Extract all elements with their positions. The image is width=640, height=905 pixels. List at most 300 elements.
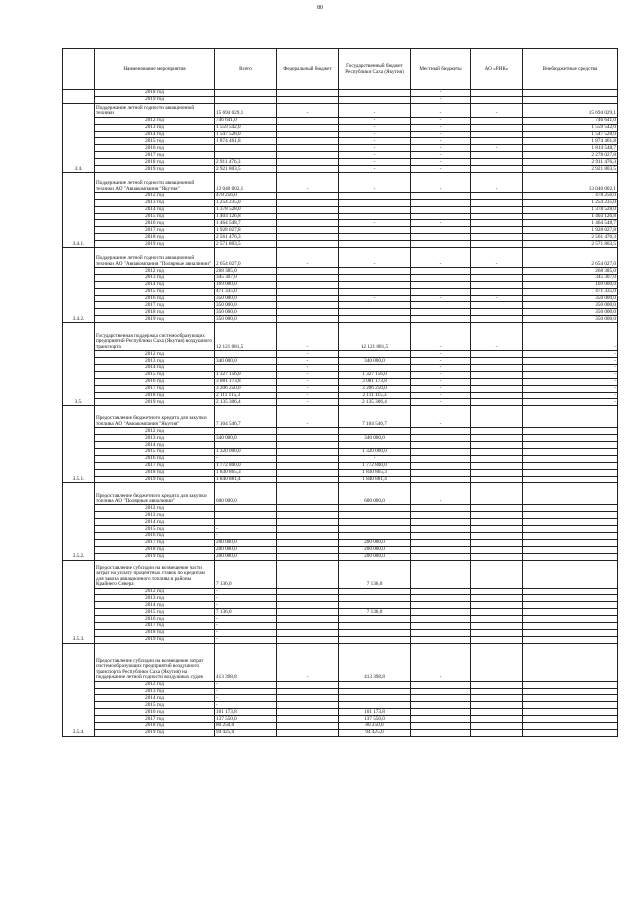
table-row — [63, 268, 618, 275]
year-label: 2019 год — [95, 729, 215, 736]
table-row — [63, 476, 618, 483]
cell-federal — [277, 152, 339, 159]
cell-local: - — [411, 90, 471, 97]
cell-extrabudget — [523, 643, 618, 681]
cell-extrabudget: 471 335,0 — [523, 288, 618, 295]
cell-total — [215, 90, 277, 97]
year-label: 2017 год — [95, 716, 215, 723]
group-title-row — [63, 248, 618, 268]
cell-local: - — [411, 103, 471, 117]
cell-extrabudget: 1 874 461,8 — [523, 138, 618, 145]
year-label: 2018 год — [95, 392, 215, 399]
year-label: 2016 год — [95, 220, 215, 227]
cell-extrabudget: - — [523, 323, 618, 351]
cell-total: 3 206 250,0 — [215, 385, 277, 392]
table-row — [63, 378, 618, 385]
cell-rik — [471, 385, 523, 392]
group-title-row — [63, 406, 618, 428]
year-label: 2013 год — [95, 688, 215, 695]
cell-rik — [471, 702, 523, 709]
cell-federal — [277, 688, 339, 695]
cell-local — [411, 505, 471, 512]
cell-total: 13 040 002,1 — [215, 172, 277, 192]
table-row — [63, 512, 618, 519]
cell-local: - — [411, 364, 471, 371]
table-row — [63, 90, 618, 97]
cell-local — [411, 274, 471, 281]
year-label: 2018 год — [95, 90, 215, 97]
cell-total: 94 425,0 — [215, 729, 277, 736]
header-cell-federal: Федеральный бюджет — [277, 49, 339, 90]
cell-local — [411, 553, 471, 560]
header-cell-total: Всего — [215, 49, 277, 90]
cell-local — [411, 695, 471, 702]
cell-republic: 200 000,0 — [339, 546, 411, 553]
cell-republic: 7 104 546,7 — [339, 406, 411, 428]
cell-republic: - — [339, 295, 411, 302]
cell-rik — [471, 206, 523, 213]
cell-local — [411, 428, 471, 435]
year-label: 2013 год — [95, 435, 215, 442]
table-row — [63, 688, 618, 695]
cell-republic — [339, 602, 411, 609]
cell-extrabudget: 268 385,0 — [523, 268, 618, 275]
table-row — [63, 241, 618, 248]
cell-federal — [277, 622, 339, 629]
cell-total: - — [215, 595, 277, 602]
cell-rik — [471, 532, 523, 539]
cell-republic: 2 135 306,4 — [339, 399, 411, 406]
cell-local — [411, 588, 471, 595]
year-label: 2012 год — [95, 588, 215, 595]
year-label: 2016 год — [95, 378, 215, 385]
cell-republic: - — [339, 220, 411, 227]
cell-extrabudget — [523, 448, 618, 455]
cell-total: 350 000,0 — [215, 316, 277, 323]
table-row — [63, 159, 618, 166]
year-label: 2014 год — [95, 281, 215, 288]
group-code: 3.4. — [63, 103, 95, 172]
year-label: 2017 год — [95, 385, 215, 392]
cell-total: 1 403 126,8 — [215, 213, 277, 220]
cell-republic: - — [339, 455, 411, 462]
cell-republic: - — [339, 138, 411, 145]
cell-rik — [471, 643, 523, 681]
budget-table — [62, 48, 618, 737]
cell-federal — [277, 716, 339, 723]
cell-extrabudget — [523, 435, 618, 442]
year-label: 2018 год — [95, 234, 215, 241]
cell-local — [411, 476, 471, 483]
table-row — [63, 546, 618, 553]
cell-local — [411, 206, 471, 213]
cell-federal — [277, 295, 339, 302]
table-row — [63, 702, 618, 709]
table-row — [63, 351, 618, 358]
cell-local: - — [411, 378, 471, 385]
cell-local: - — [411, 323, 471, 351]
cell-rik — [471, 526, 523, 533]
cell-rik — [471, 288, 523, 295]
year-label: 2012 год — [95, 351, 215, 358]
cell-total: 1 559 542,0 — [215, 124, 277, 131]
cell-extrabudget: 2 278 027,8 — [523, 152, 618, 159]
cell-republic — [339, 90, 411, 97]
cell-local — [411, 302, 471, 309]
table-header-row — [63, 49, 618, 90]
cell-federal — [277, 702, 339, 709]
cell-extrabudget — [523, 729, 618, 736]
cell-total — [215, 145, 277, 152]
page-number: 80 — [317, 5, 323, 11]
cell-rik — [471, 560, 523, 588]
cell-total: 1 830 865,3 — [215, 469, 277, 476]
cell-republic — [339, 681, 411, 688]
cell-extrabudget — [523, 442, 618, 449]
cell-total: - — [215, 688, 277, 695]
cell-local — [411, 723, 471, 730]
cell-total: 2 654 027,0 — [215, 248, 277, 268]
cell-federal — [277, 309, 339, 316]
table-row — [63, 595, 618, 602]
cell-rik — [471, 281, 523, 288]
cell-republic: 12 121 081,5 — [339, 323, 411, 351]
group-title-row — [63, 560, 618, 588]
cell-extrabudget — [523, 532, 618, 539]
cell-federal — [277, 546, 339, 553]
cell-local — [411, 455, 471, 462]
cell-local: - — [411, 385, 471, 392]
cell-republic: - — [339, 248, 411, 268]
group-code: 3.5. — [63, 323, 95, 406]
cell-rik — [471, 435, 523, 442]
cell-republic: - — [339, 152, 411, 159]
table-row — [63, 539, 618, 546]
group-title-row — [63, 643, 618, 681]
cell-rik — [471, 505, 523, 512]
cell-extrabudget: 169 000,0 — [523, 281, 618, 288]
cell-republic — [339, 213, 411, 220]
table-row — [63, 729, 618, 736]
table-row — [63, 138, 618, 145]
cell-extrabudget — [523, 595, 618, 602]
group-title: Поддержание летной годности авиационной техники — [95, 103, 215, 117]
cell-rik — [471, 131, 523, 138]
table-row — [63, 96, 618, 103]
cell-extrabudget — [523, 688, 618, 695]
cell-total: 7 104 546,7 — [215, 406, 277, 428]
cell-federal — [277, 483, 339, 505]
cell-federal — [277, 442, 339, 449]
cell-local — [411, 609, 471, 616]
cell-republic: 80 250,0 — [339, 723, 411, 730]
cell-federal — [277, 145, 339, 152]
cell-extrabudget: 1 547 528,0 — [523, 131, 618, 138]
year-label: 2012 год — [95, 505, 215, 512]
cell-extrabudget: 350 000,0 — [523, 309, 618, 316]
cell-rik — [471, 364, 523, 371]
cell-rik — [471, 213, 523, 220]
cell-local — [411, 716, 471, 723]
cell-total: 478 256,0 — [215, 192, 277, 199]
cell-total — [215, 364, 277, 371]
cell-total — [215, 351, 277, 358]
cell-extrabudget — [523, 553, 618, 560]
cell-federal — [277, 138, 339, 145]
cell-extrabudget: 2 654 027,0 — [523, 248, 618, 268]
cell-extrabudget: - — [523, 378, 618, 385]
cell-total: 1 547 528,0 — [215, 131, 277, 138]
cell-rik — [471, 616, 523, 623]
cell-republic — [339, 512, 411, 519]
cell-extrabudget: - — [523, 392, 618, 399]
cell-extrabudget — [523, 709, 618, 716]
cell-rik — [471, 302, 523, 309]
cell-republic — [339, 302, 411, 309]
cell-extrabudget — [523, 629, 618, 636]
year-label: 2018 год — [95, 309, 215, 316]
table-row — [63, 166, 618, 173]
cell-rik — [471, 227, 523, 234]
cell-federal — [277, 448, 339, 455]
table-row — [63, 602, 618, 609]
cell-local — [411, 199, 471, 206]
table-row — [63, 622, 618, 629]
cell-republic: - — [339, 131, 411, 138]
cell-extrabudget — [523, 588, 618, 595]
year-label: 2012 год — [95, 192, 215, 199]
cell-local — [411, 268, 471, 275]
cell-rik: - — [471, 323, 523, 351]
header-cell-rik: АО «РИК» — [471, 49, 523, 90]
table-row — [63, 295, 618, 302]
cell-total: - — [215, 695, 277, 702]
cell-local — [411, 288, 471, 295]
cell-local — [411, 622, 471, 629]
cell-federal — [277, 560, 339, 588]
cell-republic — [339, 309, 411, 316]
cell-republic: 1 327 156,0 — [339, 371, 411, 378]
cell-local — [411, 702, 471, 709]
cell-local: - — [411, 152, 471, 159]
cell-extrabudget: 345 307,0 — [523, 274, 618, 281]
cell-republic — [339, 364, 411, 371]
cell-total: - — [215, 588, 277, 595]
cell-extrabudget: 13 040 002,1 — [523, 172, 618, 192]
cell-federal — [277, 636, 339, 643]
cell-federal: - — [277, 406, 339, 428]
table-row — [63, 371, 618, 378]
year-label: 2014 год — [95, 519, 215, 526]
year-label: 2015 год — [95, 288, 215, 295]
cell-republic: 7 136,0 — [339, 560, 411, 588]
cell-total: 1 772 800,0 — [215, 462, 277, 469]
table-row — [63, 192, 618, 199]
table-row — [63, 609, 618, 616]
cell-republic — [339, 688, 411, 695]
cell-republic — [339, 227, 411, 234]
cell-federal: - — [277, 364, 339, 371]
cell-federal — [277, 519, 339, 526]
cell-federal — [277, 274, 339, 281]
cell-local — [411, 602, 471, 609]
cell-federal — [277, 281, 339, 288]
table-row — [63, 505, 618, 512]
cell-total: 350 000,0 — [215, 295, 277, 302]
cell-republic — [339, 526, 411, 533]
year-label: 2019 год — [95, 316, 215, 323]
cell-local — [411, 729, 471, 736]
table-row — [63, 681, 618, 688]
cell-total: 746 641,0 — [215, 117, 277, 124]
cell-total: - — [215, 681, 277, 688]
cell-extrabudget: 1 378 528,0 — [523, 206, 618, 213]
table-row — [63, 532, 618, 539]
cell-rik — [471, 539, 523, 546]
cell-total: 2 921 803,5 — [215, 166, 277, 173]
cell-local — [411, 560, 471, 588]
cell-republic — [339, 616, 411, 623]
cell-rik — [471, 199, 523, 206]
group-code: 3.4.1. — [63, 172, 95, 247]
cell-total: 2 135 306,4 — [215, 399, 277, 406]
cell-republic — [339, 595, 411, 602]
cell-total: 340 000,0 — [215, 435, 277, 442]
cell-republic: 137 550,0 — [339, 716, 411, 723]
year-label: 2015 год — [95, 213, 215, 220]
year-label: 2012 год — [95, 681, 215, 688]
cell-total — [215, 428, 277, 435]
cell-local — [411, 526, 471, 533]
year-label: 2019 год — [95, 476, 215, 483]
cell-extrabudget — [523, 681, 618, 688]
year-label: 2013 год — [95, 358, 215, 365]
cell-federal — [277, 539, 339, 546]
cell-federal — [277, 117, 339, 124]
cell-federal — [277, 268, 339, 275]
cell-republic: 1 320 000,0 — [339, 448, 411, 455]
table-row — [63, 392, 618, 399]
cell-republic: 1 830 865,3 — [339, 469, 411, 476]
year-label: 2019 год — [95, 636, 215, 643]
cell-extrabudget: 1 559 542,0 — [523, 124, 618, 131]
cell-federal — [277, 166, 339, 173]
cell-extrabudget: 478 256,0 — [523, 192, 618, 199]
cell-republic: 3 081 173,8 — [339, 378, 411, 385]
cell-republic: 3 206 250,0 — [339, 385, 411, 392]
cell-rik — [471, 681, 523, 688]
table-row — [63, 206, 618, 213]
group-title: Поддержание летной годности авиационной техники АО "Авиакомпания "Полярные авиалинии" — [95, 248, 215, 268]
year-label: 2013 год — [95, 274, 215, 281]
table-row — [63, 709, 618, 716]
cell-rik — [471, 483, 523, 505]
cell-rik — [471, 274, 523, 281]
year-label: 2012 год — [95, 117, 215, 124]
cell-federal: - — [277, 323, 339, 351]
cell-extrabudget: - — [523, 364, 618, 371]
cell-extrabudget — [523, 519, 618, 526]
table-row — [63, 435, 618, 442]
table-row — [63, 636, 618, 643]
cell-republic: - — [339, 117, 411, 124]
table-row — [63, 399, 618, 406]
cell-local — [411, 241, 471, 248]
cell-federal — [277, 435, 339, 442]
cell-rik — [471, 234, 523, 241]
cell-local: - — [411, 124, 471, 131]
cell-total: - — [215, 526, 277, 533]
cell-republic: 94 425,0 — [339, 729, 411, 736]
cell-rik — [471, 455, 523, 462]
cell-federal: - — [277, 172, 339, 192]
cell-local — [411, 309, 471, 316]
year-label: 2019 год — [95, 166, 215, 173]
cell-republic: 413 398,8 — [339, 643, 411, 681]
cell-federal — [277, 462, 339, 469]
header-cell-name: Наименование мероприятия — [95, 49, 215, 90]
cell-extrabudget — [523, 406, 618, 428]
year-label: 2016 год — [95, 455, 215, 462]
cell-local — [411, 435, 471, 442]
cell-republic: 7 136,0 — [339, 609, 411, 616]
cell-extrabudget: - — [523, 399, 618, 406]
year-label: 2017 год — [95, 462, 215, 469]
cell-rik — [471, 595, 523, 602]
cell-local — [411, 595, 471, 602]
cell-extrabudget: 746 641,0 — [523, 117, 618, 124]
cell-rik — [471, 723, 523, 730]
cell-extrabudget: 1 254 235,0 — [523, 199, 618, 206]
year-label: 2014 год — [95, 364, 215, 371]
cell-republic — [339, 199, 411, 206]
year-label: 2016 год — [95, 145, 215, 152]
cell-federal: - — [277, 385, 339, 392]
cell-federal — [277, 90, 339, 97]
cell-rik — [471, 159, 523, 166]
cell-rik: - — [471, 295, 523, 302]
year-label: 2012 год — [95, 268, 215, 275]
cell-local: - — [411, 96, 471, 103]
cell-total: 600 000,0 — [215, 483, 277, 505]
cell-total: - — [215, 636, 277, 643]
year-label: 2015 год — [95, 371, 215, 378]
cell-extrabudget — [523, 716, 618, 723]
cell-federal: - — [277, 371, 339, 378]
cell-federal — [277, 131, 339, 138]
cell-total: 268 385,0 — [215, 268, 277, 275]
cell-federal — [277, 616, 339, 623]
cell-local — [411, 709, 471, 716]
cell-total: 101 173,8 — [215, 709, 277, 716]
cell-republic: 600 000,0 — [339, 483, 411, 505]
cell-republic — [339, 288, 411, 295]
cell-total: 2 571 803,5 — [215, 241, 277, 248]
table-row — [63, 519, 618, 526]
cell-extrabudget — [523, 476, 618, 483]
cell-republic — [339, 96, 411, 103]
table-row — [63, 131, 618, 138]
cell-republic: 1 840 881,4 — [339, 476, 411, 483]
table-row — [63, 274, 618, 281]
cell-rik — [471, 709, 523, 716]
group-title: Предоставление субсидии на возмещение части затрат на уплату процентных ставок по кредитам для завоза авиационного топлива в районы Крайнего Севера — [95, 560, 215, 588]
cell-local: - — [411, 406, 471, 428]
table-row — [63, 220, 618, 227]
cell-extrabudget: 1 464 548,7 — [523, 220, 618, 227]
cell-total: 1 320 000,0 — [215, 448, 277, 455]
cell-extrabudget — [523, 636, 618, 643]
